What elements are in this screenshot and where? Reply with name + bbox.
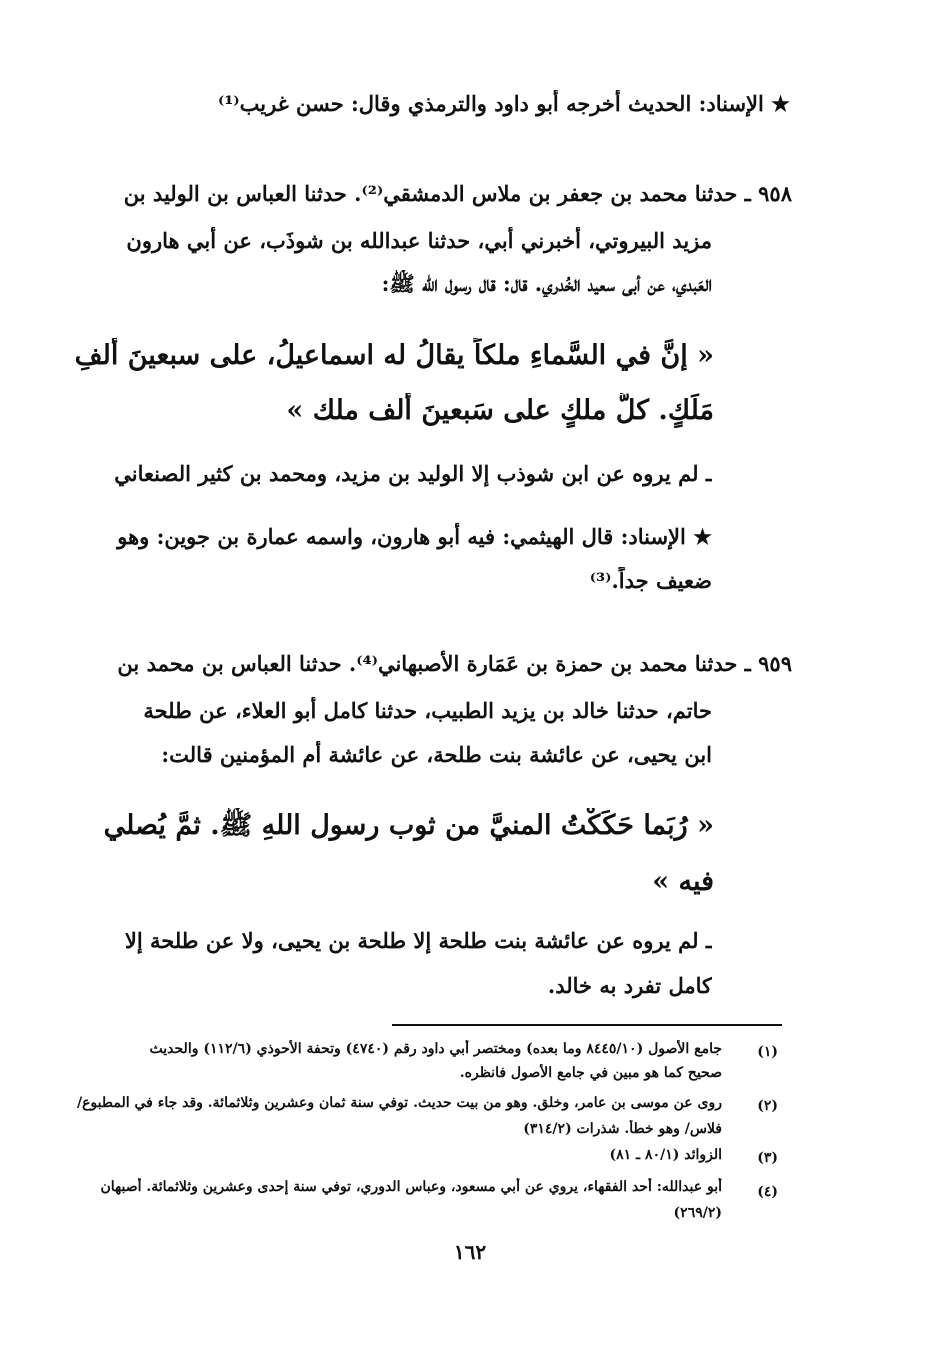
footnote-2-line-1: روى عن موسى بن عامر، وخلق. وهو من بيت حديث. توفي سنة ثمان وعشرين وثلاثمائة. وقد جاء في المطبوع/ (76, 1095, 722, 1111)
hadith-958-line-1: ٩٥٨ ـ حدثنا محمد بن جعفر بن ملاس الدمشقي⁽²⁾. حدثنا العباس بن الوليد بن (123, 181, 792, 206)
hadith-959-quote-line-1: « رُبَما حَكَكْتُ المنيَّ من ثوب رسول اللهِ ﷺ. ثمَّ يُصلي (103, 810, 714, 841)
footnote-4-line-1: أبو عبدالله: أحد الفقهاء، يروي عن أبي مسعود، وعباس الدوري، توفي سنة إحدى وعشرين وثلاثمائة. أصبهان (100, 1179, 722, 1195)
hadith-958-isnad-line-1: ★ الإسناد: قال الهيثمي: فيه أبو هارون، واسمه عمارة بن جوين: وهو (117, 524, 712, 549)
page-number: ١٦٢ (453, 1240, 487, 1264)
footnote-3-line-1: الزوائد (٨٠/١ ـ ٨١) (609, 1147, 722, 1163)
footnote-3-number: (٣) (757, 1150, 778, 1166)
hadith-958-quote-line-2: مَلَكٍ. كلُّ ملكٍ على سَبعينَ ألف ملك » (286, 395, 714, 426)
hadith-959-line-2: حاتم، حدثنا خالد بن يزيد الطبيب، حدثنا كامل أبو العلاء، عن طلحة (143, 698, 712, 723)
hadith-958-line-2: مزيد البيروتي، أخبرني أبي، حدثنا عبدالله بن شوذَب، عن أبي هارون (126, 228, 712, 253)
hadith-958-isnad-line-2: ضعيف جداً.⁽³⁾ (589, 568, 712, 593)
footnote-separator (392, 1024, 782, 1026)
isnad-top: ★ الإسناد: الحديث أخرجه أبو داود والترمذي وقال: حسن غريب⁽¹⁾ (217, 91, 790, 116)
hadith-959-quote-line-2: فيه » (652, 866, 714, 897)
footnote-1-number: (١) (757, 1044, 778, 1060)
footnote-1-line-1: جامع الأصول (٨٤٤٥/١٠ وما بعده) ومختصر أبي داود رقم (٤٧٤٠) وتحفة الأحوذي (١١٢/٦) والحديث (149, 1041, 722, 1057)
footnote-4-number: (٤) (757, 1184, 778, 1200)
hadith-958-note: ـ لم يروه عن ابن شوذب إلا الوليد بن مزيد، ومحمد بن كثير الصنعاني (114, 461, 712, 486)
hadith-958-line-3: العَبدي، عن أبي سعيد الخُدري. قال: قال رسول الله ﷺ: (381, 271, 712, 296)
footnote-4-line-2: (٢٦٩/٢) (673, 1205, 722, 1221)
hadith-959-line-1: ٩٥٩ ـ حدثنا محمد بن حمزة بن عَمَارة الأصبهاني⁽⁴⁾. حدثنا العباس بن محمد بن (117, 651, 792, 676)
hadith-959-note-line-1: ـ لم يروه عن عائشة بنت طلحة إلا طلحة بن يحيى، ولا عن طلحة إلا (124, 928, 712, 953)
hadith-958-quote-line-1: « إنَّ في السَّماءِ ملكاً يقالُ له اسماعيلُ، على سبعينَ ألفِ (74, 340, 714, 371)
footnote-1-line-2: صحيح كما هو مبين في جامع الأصول فانظره. (459, 1065, 722, 1081)
footnote-2-line-2: فلاس/ وهو خطأ. شذرات (٣١٤/٢) (523, 1121, 722, 1137)
hadith-959-line-3: ابن يحيى، عن عائشة بنت طلحة، عن عائشة أم المؤمنين قالت: (161, 742, 712, 767)
hadith-959-note-line-2: كامل تفرد به خالد. (547, 973, 712, 998)
footnote-2-number: (٢) (757, 1098, 778, 1114)
